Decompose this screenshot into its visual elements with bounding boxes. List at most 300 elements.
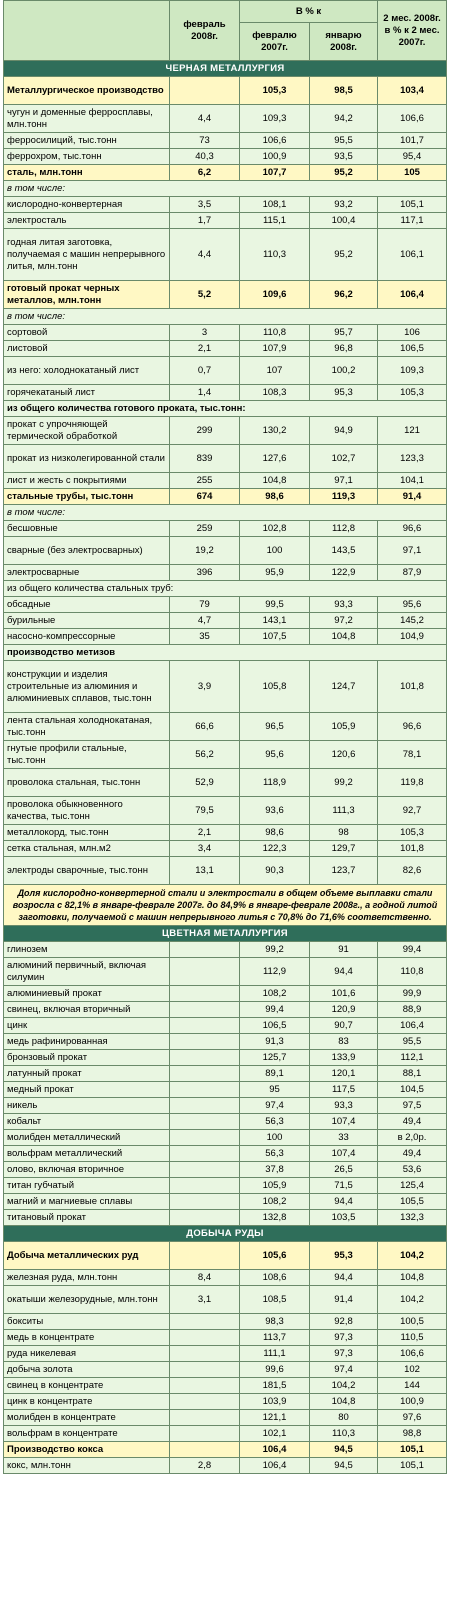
- row-value-4: 94,2: [310, 105, 378, 133]
- table-row: [4, 325, 447, 341]
- table-row: [4, 489, 447, 505]
- table-row: [4, 713, 447, 741]
- table-row: [4, 629, 447, 645]
- row-value-5: 49,4: [378, 1114, 447, 1130]
- table-row: [4, 1426, 447, 1442]
- row-value-2: [170, 1114, 240, 1130]
- footnote-row: [4, 885, 447, 926]
- row-label: Металлургическое производство: [4, 77, 170, 105]
- table-row: [4, 1346, 447, 1362]
- row-value-3: 96,5: [240, 713, 310, 741]
- table-row: [4, 417, 447, 445]
- table-row: [4, 1286, 447, 1314]
- table-row: [4, 1314, 447, 1330]
- table-row: [4, 1178, 447, 1194]
- row-value-3: 107,7: [240, 165, 310, 181]
- header-feb-2007: февралю 2007г.: [240, 23, 310, 61]
- row-value-4: 91,4: [310, 1286, 378, 1314]
- metallurgy-table: [3, 0, 447, 1474]
- row-value-5: 106,5: [378, 341, 447, 357]
- row-value-5: 99,4: [378, 942, 447, 958]
- row-value-5: 101,8: [378, 841, 447, 857]
- row-value-5: 96,6: [378, 713, 447, 741]
- row-value-5: 125,4: [378, 1178, 447, 1194]
- row-label: молибден металлический: [4, 1130, 170, 1146]
- table-body: [4, 61, 447, 1474]
- row-value-5: 106,1: [378, 229, 447, 281]
- subheading-label: в том числе:: [4, 505, 447, 521]
- row-value-3: 104,8: [240, 473, 310, 489]
- row-value-5: 106,6: [378, 105, 447, 133]
- row-label: сталь, млн.тонн: [4, 165, 170, 181]
- row-value-2: 8,4: [170, 1270, 240, 1286]
- row-value-5: 110,8: [378, 958, 447, 986]
- row-label: листовой: [4, 341, 170, 357]
- row-value-4: 80: [310, 1410, 378, 1426]
- row-label: медь рафинированная: [4, 1034, 170, 1050]
- row-value-2: [170, 1330, 240, 1346]
- row-value-2: [170, 1442, 240, 1458]
- row-value-3: 130,2: [240, 417, 310, 445]
- subheading-label: из общего количества готового проката, тыс.тонн:: [4, 401, 447, 417]
- row-value-5: 91,4: [378, 489, 447, 505]
- row-value-3: 56,3: [240, 1114, 310, 1130]
- row-value-5: 106,4: [378, 1018, 447, 1034]
- row-label: свинец, включая вторичный: [4, 1002, 170, 1018]
- row-value-3: 108,2: [240, 986, 310, 1002]
- row-value-5: 104,9: [378, 629, 447, 645]
- row-value-5: 105,1: [378, 1442, 447, 1458]
- row-value-2: [170, 1194, 240, 1210]
- row-value-3: 107,5: [240, 629, 310, 645]
- row-value-3: 107: [240, 357, 310, 385]
- row-value-5: 100,9: [378, 1394, 447, 1410]
- table-row: [4, 1378, 447, 1394]
- row-value-5: 101,8: [378, 661, 447, 713]
- row-value-5: 82,6: [378, 857, 447, 885]
- header-jan-2008: январю 2008г.: [310, 23, 378, 61]
- row-label: медный прокат: [4, 1082, 170, 1098]
- row-value-5: 97,6: [378, 1410, 447, 1426]
- row-value-4: 95,2: [310, 229, 378, 281]
- row-value-4: 124,7: [310, 661, 378, 713]
- row-value-5: 100,5: [378, 1314, 447, 1330]
- row-value-4: 94,4: [310, 1194, 378, 1210]
- row-value-5: 106,4: [378, 281, 447, 309]
- table-row: [4, 1270, 447, 1286]
- row-value-4: 96,2: [310, 281, 378, 309]
- row-value-2: [170, 1162, 240, 1178]
- table-row: [4, 1162, 447, 1178]
- row-value-3: 99,2: [240, 942, 310, 958]
- row-value-5: 78,1: [378, 741, 447, 769]
- row-value-4: 101,6: [310, 986, 378, 1002]
- row-value-3: 111,1: [240, 1346, 310, 1362]
- row-value-2: [170, 77, 240, 105]
- row-value-4: 94,4: [310, 1270, 378, 1286]
- row-label: насосно-компрессорные: [4, 629, 170, 645]
- row-value-5: 96,6: [378, 521, 447, 537]
- row-value-4: 94,5: [310, 1458, 378, 1474]
- row-value-4: 94,4: [310, 958, 378, 986]
- table-row: [4, 841, 447, 857]
- row-value-5: 88,1: [378, 1066, 447, 1082]
- row-label: электросталь: [4, 213, 170, 229]
- row-value-5: 144: [378, 1378, 447, 1394]
- row-label: ферросилиций, тыс.тонн: [4, 133, 170, 149]
- row-value-2: [170, 942, 240, 958]
- table-row: [4, 565, 447, 581]
- row-label: стальные трубы, тыс.тонн: [4, 489, 170, 505]
- row-value-2: [170, 1082, 240, 1098]
- row-value-3: 91,3: [240, 1034, 310, 1050]
- row-value-2: 6,2: [170, 165, 240, 181]
- row-value-3: 95: [240, 1082, 310, 1098]
- row-label: электросварные: [4, 565, 170, 581]
- row-value-4: 95,3: [310, 385, 378, 401]
- row-value-3: 121,1: [240, 1410, 310, 1426]
- subheading-label: производство метизов: [4, 645, 447, 661]
- table-row: [4, 1114, 447, 1130]
- row-value-2: [170, 1314, 240, 1330]
- row-label: алюминиевый прокат: [4, 986, 170, 1002]
- row-value-3: 108,5: [240, 1286, 310, 1314]
- row-value-4: 111,3: [310, 797, 378, 825]
- row-label: обсадные: [4, 597, 170, 613]
- row-value-2: [170, 1178, 240, 1194]
- row-value-4: 98: [310, 825, 378, 841]
- table-row: [4, 1098, 447, 1114]
- row-value-3: 105,3: [240, 77, 310, 105]
- table-row: [4, 1130, 447, 1146]
- row-value-4: 120,1: [310, 1066, 378, 1082]
- row-value-2: 674: [170, 489, 240, 505]
- row-value-2: [170, 1034, 240, 1050]
- row-value-5: 105,3: [378, 385, 447, 401]
- row-label: бокситы: [4, 1314, 170, 1330]
- row-value-4: 97,4: [310, 1362, 378, 1378]
- table-row: [4, 1018, 447, 1034]
- row-value-4: 90,7: [310, 1018, 378, 1034]
- row-value-3: 122,3: [240, 841, 310, 857]
- table-row: [4, 1002, 447, 1018]
- row-value-4: 93,3: [310, 1098, 378, 1114]
- row-label: Производство кокса: [4, 1442, 170, 1458]
- subheading-label: из общего количества стальных труб:: [4, 581, 447, 597]
- row-value-5: 104,2: [378, 1242, 447, 1270]
- row-label: чугун и доменные ферросплавы, млн.тонн: [4, 105, 170, 133]
- row-value-4: 91: [310, 942, 378, 958]
- row-value-2: 3: [170, 325, 240, 341]
- table-row: [4, 385, 447, 401]
- row-value-5: 103,4: [378, 77, 447, 105]
- table-row: [4, 825, 447, 841]
- table-row: [4, 1066, 447, 1082]
- row-value-3: 115,1: [240, 213, 310, 229]
- row-value-3: 99,5: [240, 597, 310, 613]
- row-label: сварные (без электросварных): [4, 537, 170, 565]
- row-value-4: 117,5: [310, 1082, 378, 1098]
- row-value-5: 105: [378, 165, 447, 181]
- footnote-text: Доля кислородно-конвертерной стали и электростали в общем объеме выплавки стали возросла с 82,1% в январе-феврале 2007г. до 84,9% в январе-феврале 2008г., а годной литой заготовки, получаемой с машин непрерывного литья с 70,8% до 71,6% соответственно.: [4, 885, 447, 926]
- table-row: [4, 165, 447, 181]
- row-label: проволока стальная, тыс.тонн: [4, 769, 170, 797]
- row-label: цинк в концентрате: [4, 1394, 170, 1410]
- table-row: [4, 281, 447, 309]
- row-value-2: [170, 1146, 240, 1162]
- row-value-3: 90,3: [240, 857, 310, 885]
- row-value-4: 112,8: [310, 521, 378, 537]
- section-title: ДОБЫЧА РУДЫ: [4, 1226, 447, 1242]
- row-value-3: 98,6: [240, 825, 310, 841]
- row-value-5: 104,5: [378, 1082, 447, 1098]
- row-value-3: 56,3: [240, 1146, 310, 1162]
- row-value-3: 105,6: [240, 1242, 310, 1270]
- row-value-3: 100,9: [240, 149, 310, 165]
- row-value-4: 100,2: [310, 357, 378, 385]
- row-value-4: 83: [310, 1034, 378, 1050]
- row-value-3: 132,8: [240, 1210, 310, 1226]
- row-value-5: 123,3: [378, 445, 447, 473]
- row-value-4: 93,3: [310, 597, 378, 613]
- row-value-2: [170, 1378, 240, 1394]
- row-value-2: [170, 1426, 240, 1442]
- row-value-2: [170, 986, 240, 1002]
- row-value-3: 106,6: [240, 133, 310, 149]
- row-value-2: 259: [170, 521, 240, 537]
- row-value-3: 108,3: [240, 385, 310, 401]
- row-value-5: 49,4: [378, 1146, 447, 1162]
- section-title: ЦВЕТНАЯ МЕТАЛЛУРГИЯ: [4, 926, 447, 942]
- row-value-2: [170, 1362, 240, 1378]
- row-value-5: 121: [378, 417, 447, 445]
- header-2months: 2 мес. 2008г. в % к 2 мес. 2007г.: [378, 1, 447, 61]
- row-value-2: [170, 958, 240, 986]
- row-value-5: 102: [378, 1362, 447, 1378]
- row-value-2: 299: [170, 417, 240, 445]
- row-value-2: [170, 1410, 240, 1426]
- row-value-3: 108,6: [240, 1270, 310, 1286]
- row-value-2: [170, 1018, 240, 1034]
- row-label: добыча золота: [4, 1362, 170, 1378]
- table-row: [4, 197, 447, 213]
- row-value-4: 104,8: [310, 629, 378, 645]
- row-value-3: 89,1: [240, 1066, 310, 1082]
- row-value-3: 107,9: [240, 341, 310, 357]
- row-value-2: 52,9: [170, 769, 240, 797]
- table-row: [4, 1082, 447, 1098]
- row-label: бурильные: [4, 613, 170, 629]
- row-label: титан губчатый: [4, 1178, 170, 1194]
- table-row: [4, 1394, 447, 1410]
- row-value-2: 73: [170, 133, 240, 149]
- section-header: [4, 61, 447, 77]
- table-row: [4, 1050, 447, 1066]
- row-value-5: 88,9: [378, 1002, 447, 1018]
- row-label: лента стальная холоднокатаная, тыс.тонн: [4, 713, 170, 741]
- table-row: [4, 857, 447, 885]
- row-label: прокат из низколегированной стали: [4, 445, 170, 473]
- row-value-3: 110,3: [240, 229, 310, 281]
- row-label: латунный прокат: [4, 1066, 170, 1082]
- row-label: цинк: [4, 1018, 170, 1034]
- row-value-5: 98,8: [378, 1426, 447, 1442]
- row-value-2: 56,2: [170, 741, 240, 769]
- table-row: [4, 661, 447, 713]
- row-value-2: 13,1: [170, 857, 240, 885]
- table-row: [4, 229, 447, 281]
- row-value-5: в 2,0р.: [378, 1130, 447, 1146]
- row-value-3: 106,4: [240, 1442, 310, 1458]
- row-value-4: 119,3: [310, 489, 378, 505]
- row-value-4: 105,9: [310, 713, 378, 741]
- row-value-5: 112,1: [378, 1050, 447, 1066]
- row-value-4: 133,9: [310, 1050, 378, 1066]
- row-value-5: 109,3: [378, 357, 447, 385]
- row-label: магний и магниевые сплавы: [4, 1194, 170, 1210]
- row-value-4: 94,9: [310, 417, 378, 445]
- row-value-5: 97,5: [378, 1098, 447, 1114]
- row-label: гнутые профили стальные, тыс.тонн: [4, 741, 170, 769]
- row-value-3: 95,6: [240, 741, 310, 769]
- row-value-4: 104,8: [310, 1394, 378, 1410]
- row-value-2: 2,1: [170, 825, 240, 841]
- row-value-4: 98,5: [310, 77, 378, 105]
- row-value-2: 0,7: [170, 357, 240, 385]
- row-value-4: 104,2: [310, 1378, 378, 1394]
- row-value-2: [170, 1130, 240, 1146]
- row-value-5: 105,1: [378, 1458, 447, 1474]
- row-value-5: 97,1: [378, 537, 447, 565]
- row-label: руда никелевая: [4, 1346, 170, 1362]
- row-label: прокат с упрочняющей термической обработкой: [4, 417, 170, 445]
- row-value-5: 119,8: [378, 769, 447, 797]
- row-value-5: 104,8: [378, 1270, 447, 1286]
- row-label: свинец в концентрате: [4, 1378, 170, 1394]
- subheading-row: [4, 581, 447, 597]
- row-value-4: 107,4: [310, 1114, 378, 1130]
- row-value-3: 100: [240, 1130, 310, 1146]
- table-row: [4, 357, 447, 385]
- row-value-4: 95,7: [310, 325, 378, 341]
- subheading-row: [4, 309, 447, 325]
- row-value-2: 2,8: [170, 1458, 240, 1474]
- row-value-5: 117,1: [378, 213, 447, 229]
- row-value-2: 396: [170, 565, 240, 581]
- row-value-5: 105,1: [378, 197, 447, 213]
- row-value-3: 106,4: [240, 1458, 310, 1474]
- row-value-3: 113,7: [240, 1330, 310, 1346]
- row-value-4: 92,8: [310, 1314, 378, 1330]
- row-value-2: 35: [170, 629, 240, 645]
- row-label: металлокорд, тыс.тонн: [4, 825, 170, 841]
- row-value-5: 92,7: [378, 797, 447, 825]
- row-label: олово, включая вторичное: [4, 1162, 170, 1178]
- row-value-2: 2,1: [170, 341, 240, 357]
- table-row: [4, 473, 447, 489]
- row-value-3: 125,7: [240, 1050, 310, 1066]
- row-value-2: 255: [170, 473, 240, 489]
- table-row: [4, 597, 447, 613]
- row-value-4: 123,7: [310, 857, 378, 885]
- subheading-row: [4, 645, 447, 661]
- row-label: сетка стальная, млн.м2: [4, 841, 170, 857]
- row-value-4: 107,4: [310, 1146, 378, 1162]
- row-value-5: 106,6: [378, 1346, 447, 1362]
- row-value-2: 3,4: [170, 841, 240, 857]
- row-value-5: 105,3: [378, 825, 447, 841]
- table-row: [4, 741, 447, 769]
- row-value-4: 95,2: [310, 165, 378, 181]
- row-value-5: 95,6: [378, 597, 447, 613]
- row-value-4: 97,3: [310, 1330, 378, 1346]
- row-label: кислородно-конвертерная: [4, 197, 170, 213]
- row-value-5: 110,5: [378, 1330, 447, 1346]
- table-row: [4, 1458, 447, 1474]
- table-row: [4, 77, 447, 105]
- row-label: кокс, млн.тонн: [4, 1458, 170, 1474]
- row-label: медь в концентрате: [4, 1330, 170, 1346]
- row-label: никель: [4, 1098, 170, 1114]
- row-value-5: 87,9: [378, 565, 447, 581]
- table-row: [4, 942, 447, 958]
- subheading-label: в том числе:: [4, 309, 447, 325]
- subheading-label: в том числе:: [4, 181, 447, 197]
- row-label: железная руда, млн.тонн: [4, 1270, 170, 1286]
- row-value-3: 118,9: [240, 769, 310, 797]
- row-label: готовый прокат черных металлов, млн.тонн: [4, 281, 170, 309]
- table-row: [4, 1210, 447, 1226]
- table-row: [4, 445, 447, 473]
- row-value-4: 102,7: [310, 445, 378, 473]
- header-blank-cell: [4, 1, 170, 61]
- row-value-2: 79: [170, 597, 240, 613]
- row-value-5: 104,1: [378, 473, 447, 489]
- row-label: из него: холоднокатаный лист: [4, 357, 170, 385]
- row-label: феррохром, тыс.тонн: [4, 149, 170, 165]
- row-label: бесшовные: [4, 521, 170, 537]
- row-label: вольфрам в концентрате: [4, 1426, 170, 1442]
- row-value-3: 98,3: [240, 1314, 310, 1330]
- row-value-3: 105,9: [240, 1178, 310, 1194]
- row-value-2: 40,3: [170, 149, 240, 165]
- row-label: лист и жесть с покрытиями: [4, 473, 170, 489]
- row-label: годная литая заготовка, получаемая с машин непрерывного литья, млн.тонн: [4, 229, 170, 281]
- table-row: [4, 1330, 447, 1346]
- row-value-5: 101,7: [378, 133, 447, 149]
- row-label: алюминий первичный, включая силумин: [4, 958, 170, 986]
- row-value-2: [170, 1098, 240, 1114]
- row-value-4: 93,2: [310, 197, 378, 213]
- row-value-2: [170, 1394, 240, 1410]
- row-value-5: 99,9: [378, 986, 447, 1002]
- row-label: кобальт: [4, 1114, 170, 1130]
- row-value-4: 96,8: [310, 341, 378, 357]
- row-value-4: 97,2: [310, 613, 378, 629]
- table-row: [4, 537, 447, 565]
- table-row: [4, 341, 447, 357]
- row-value-2: 3,5: [170, 197, 240, 213]
- row-value-2: [170, 1050, 240, 1066]
- row-value-3: 99,4: [240, 1002, 310, 1018]
- row-value-3: 127,6: [240, 445, 310, 473]
- row-value-2: 19,2: [170, 537, 240, 565]
- row-value-4: 120,6: [310, 741, 378, 769]
- table-row: [4, 1194, 447, 1210]
- row-value-3: 106,5: [240, 1018, 310, 1034]
- row-label: конструкции и изделия строительные из алюминия и алюминиевых сплавов, тыс.тонн: [4, 661, 170, 713]
- table-row: [4, 613, 447, 629]
